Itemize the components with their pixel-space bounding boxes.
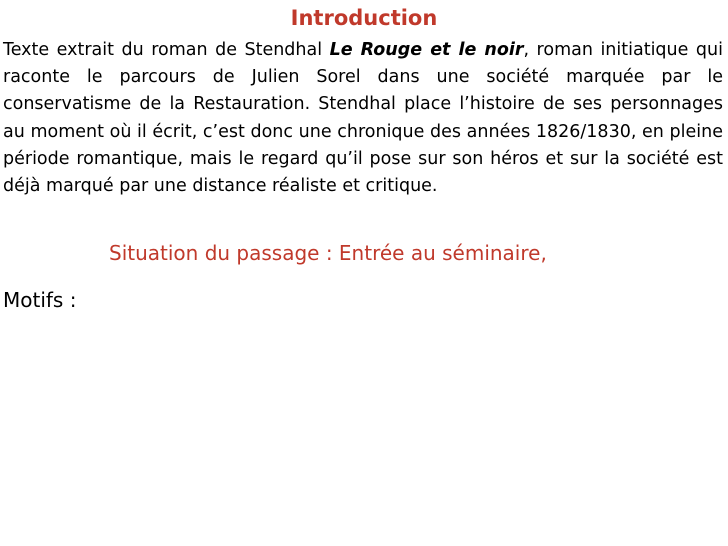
novel-title: Le Rouge et le noir <box>329 40 524 60</box>
intro-text-end: , roman initiatique qui raconte le parcours de Julien Sorel dans une société marquée par le conservatisme de la Restauration. Stendhal place l’histoire de ses personnages au moment où il écrit, c’est donc une chronique des années 1826/1830, en pleine période romantique, mais le regard qu’il pose sur son héros et sur la société est déjà marqué par une distance réaliste et critique. <box>3 40 723 197</box>
intro-paragraph <box>3 37 723 200</box>
slide-title: Introduction <box>290 6 438 30</box>
intro-text-start: Texte extrait du roman de Stendhal <box>3 40 330 60</box>
passage-situation: Situation du passage : Entrée au séminaire, <box>109 241 547 265</box>
motifs-label: Motifs : <box>3 288 77 312</box>
